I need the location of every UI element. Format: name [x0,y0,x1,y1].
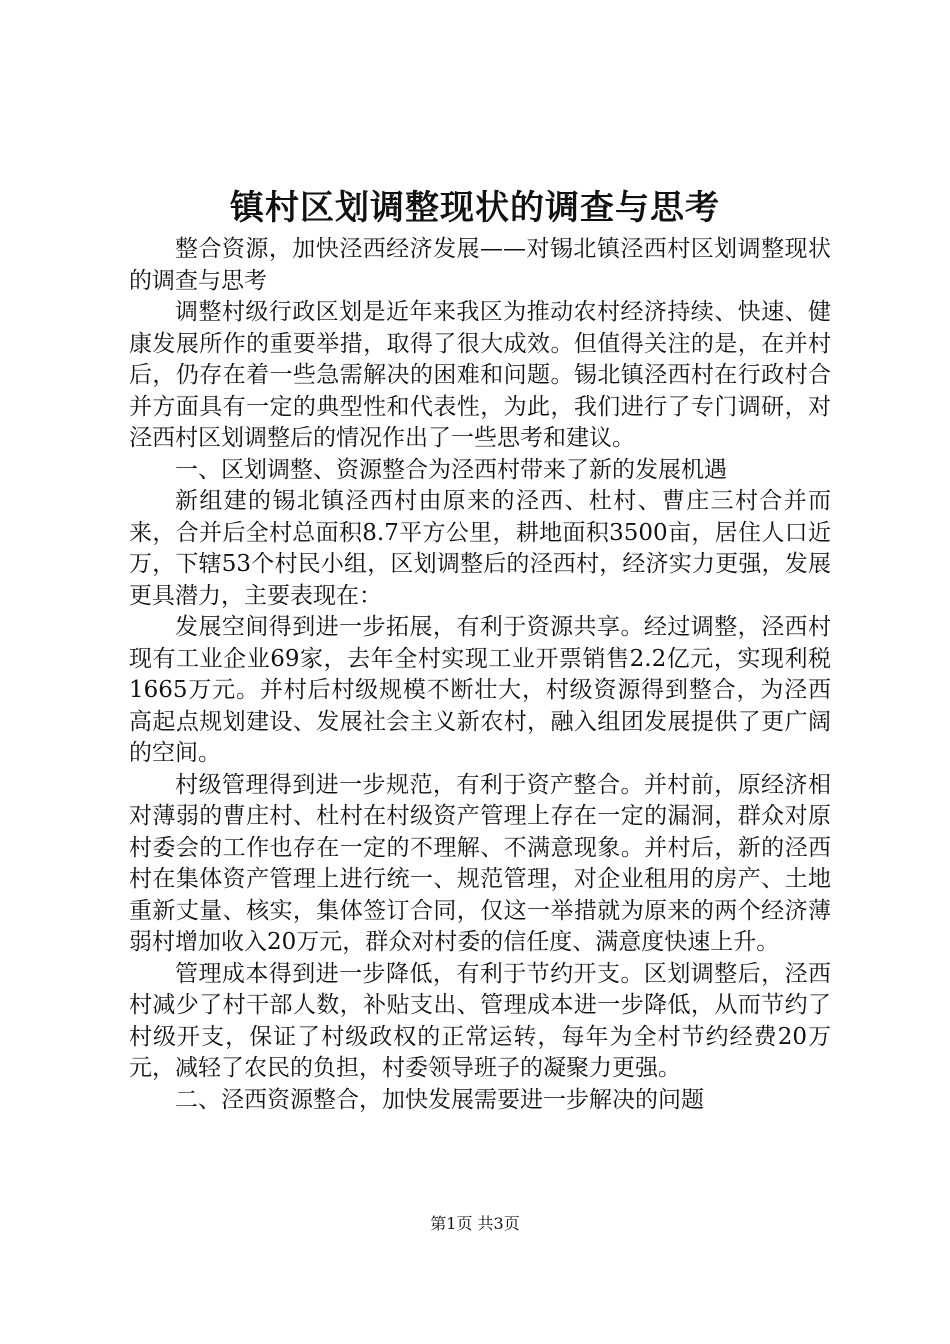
section-heading-1: 一、区划调整、资源整合为泾西村带来了新的发展机遇 [175,456,727,483]
document-title: 镇村区划调整现状的调查与思考 [230,188,720,228]
intro-paragraph: 调整村级行政区划是近年来我区为推动农村经济持续、快速、健康发展所作的重要举措，取得了很大成效。但值得关注的是，在并村后，仍存在着一些急需解决的困难和问题。锡北镇泾西村在行政村合并方面具有一定的典型性和代表性，为此，我们进行了专门调研，对泾西村区划调整后的情况作出了一些思考和建议。 [129,299,831,451]
section-heading-2: 二、泾西资源整合，加快发展需要进一步解决的问题 [175,1086,704,1113]
body-paragraph: 管理成本得到进一步降低，有利于节约开支。区划调整后，泾西村减少了村干部人数，补贴支出、管理成本进一步降低，从而节约了村级开支，保证了村级政权的正常运转，每年为全村节约经费20万元，减轻了农民的负担，村委领导班子的凝聚力更强。 [129,960,831,1081]
body-paragraph: 新组建的锡北镇泾西村由原来的泾西、杜村、曹庄三村合并而来，合并后全村总面积8.7平方公里，耕地面积3500亩，居住人口近万，下辖53个村民小组，区划调整后的泾西村，经济实力更强，发展更具潜力，主要表现在： [129,488,831,609]
document-body [129,234,831,1116]
page-footer: 第1页 共3页 [430,1214,520,1233]
body-paragraph: 村级管理得到进一步规范，有利于资产整合。并村前，原经济相对薄弱的曹庄村、杜村在村级资产管理上存在一定的漏洞，群众对原村委会的工作也存在一定的不理解、不满意现象。并村后，新的泾西村在集体资产管理上进行统一、规范管理，对企业租用的房产、土地重新丈量、核实，集体签订合同，仅这一举措就为原来的两个经济薄弱村增加收入20万元，群众对村委的信任度、满意度快速上升。 [129,771,831,955]
subtitle-paragraph: 整合资源，加快泾西经济发展——对锡北镇泾西村区划调整现状的调查与思考 [129,236,831,294]
body-paragraph: 发展空间得到进一步拓展，有利于资源共享。经过调整，泾西村现有工业企业69家，去年全村实现工业开票销售2.2亿元，实现利税1665万元。并村后村级规模不断壮大，村级资源得到整合，为泾西高起点规划建设、发展社会主义新农村，融入组团发展提供了更广阔的空间。 [129,614,831,766]
